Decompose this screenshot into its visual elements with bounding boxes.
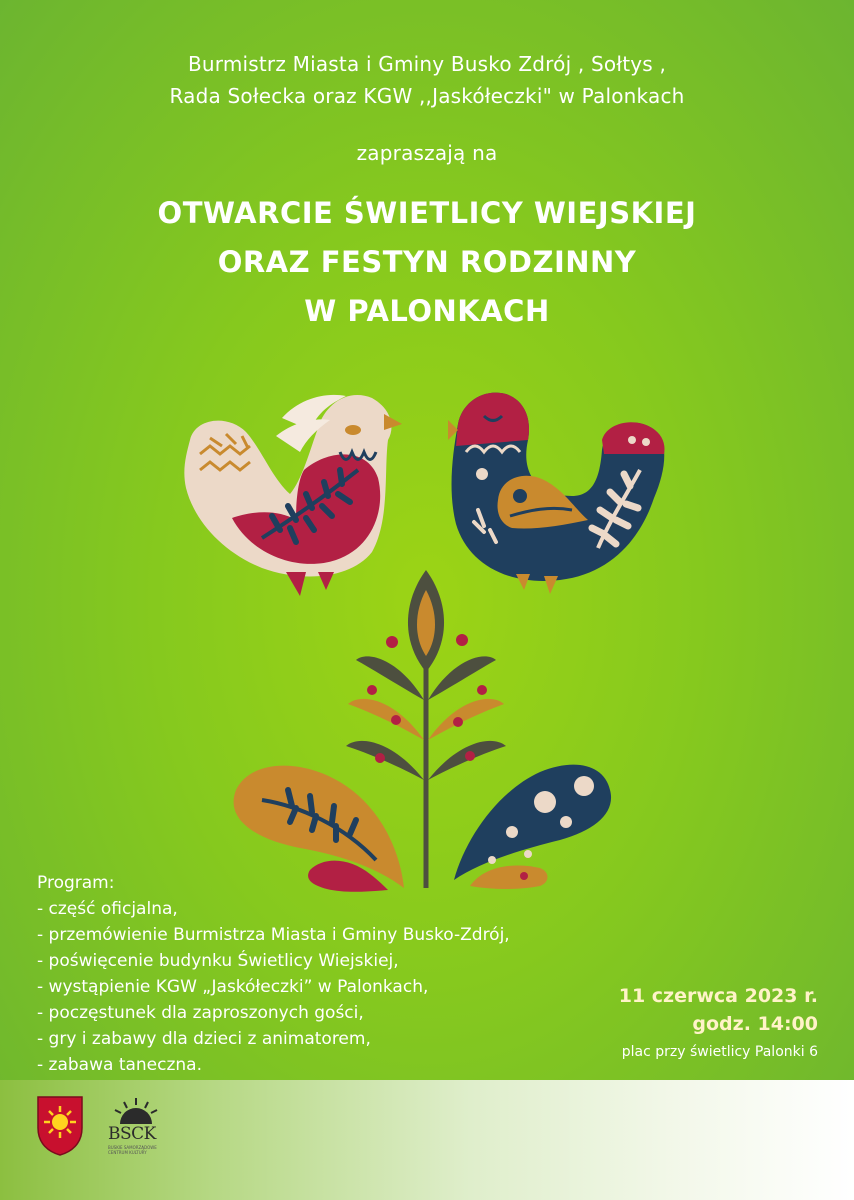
program-item: - część oficjalna, [37, 899, 178, 919]
organizers-line-2: Rada Sołecka oraz KGW ,,Jaskółeczki" w Palonkach [169, 84, 685, 108]
bsck-logo-subtitle: BUSKIE SAMORZĄDOWE CENTRUM KULTURY [108, 1145, 157, 1155]
town-crest-icon [35, 1094, 85, 1156]
right-bird-icon [448, 393, 665, 594]
event-date: 11 czerwca 2023 r. [618, 985, 818, 1007]
organizers-line-1: Burmistrz Miasta i Gminy Busko Zdrój , Sołtys , [187, 52, 667, 76]
program-heading: Program: [37, 873, 115, 893]
program-item: - wystąpienie KGW „Jaskółeczki” w Palonkach, [37, 977, 429, 997]
event-time: godz. 14:00 [692, 1013, 818, 1035]
program-item: - poczęstunek dla zaproszonych gości, [37, 1003, 364, 1023]
program-list [37, 870, 510, 1078]
bsck-sun-icon [106, 1096, 166, 1126]
program-item: - przemówienie Burmistrza Miasta i Gminy Busko-Zdrój, [37, 925, 510, 945]
program-item: - zabawa taneczna. [37, 1055, 202, 1075]
program-item: - gry i zabawy dla dzieci z animatorem, [37, 1029, 371, 1049]
event-title-line-2: ORAZ FESTYN RODZINNY [217, 245, 637, 279]
bsck-logo-text: BSCK [108, 1124, 156, 1144]
folk-flower-icon [234, 570, 611, 892]
program-item: - poświęcenie budynku Świetlicy Wiejskiej, [37, 951, 399, 971]
event-title-line-1: OTWARCIE ŚWIETLICY WIEJSKIEJ [157, 196, 697, 230]
event-title-line-3: W PALONKACH [304, 294, 550, 328]
left-bird-icon [184, 395, 402, 596]
event-place: plac przy świetlicy Palonki 6 [621, 1044, 818, 1060]
invite-text: zapraszają na [356, 141, 498, 165]
